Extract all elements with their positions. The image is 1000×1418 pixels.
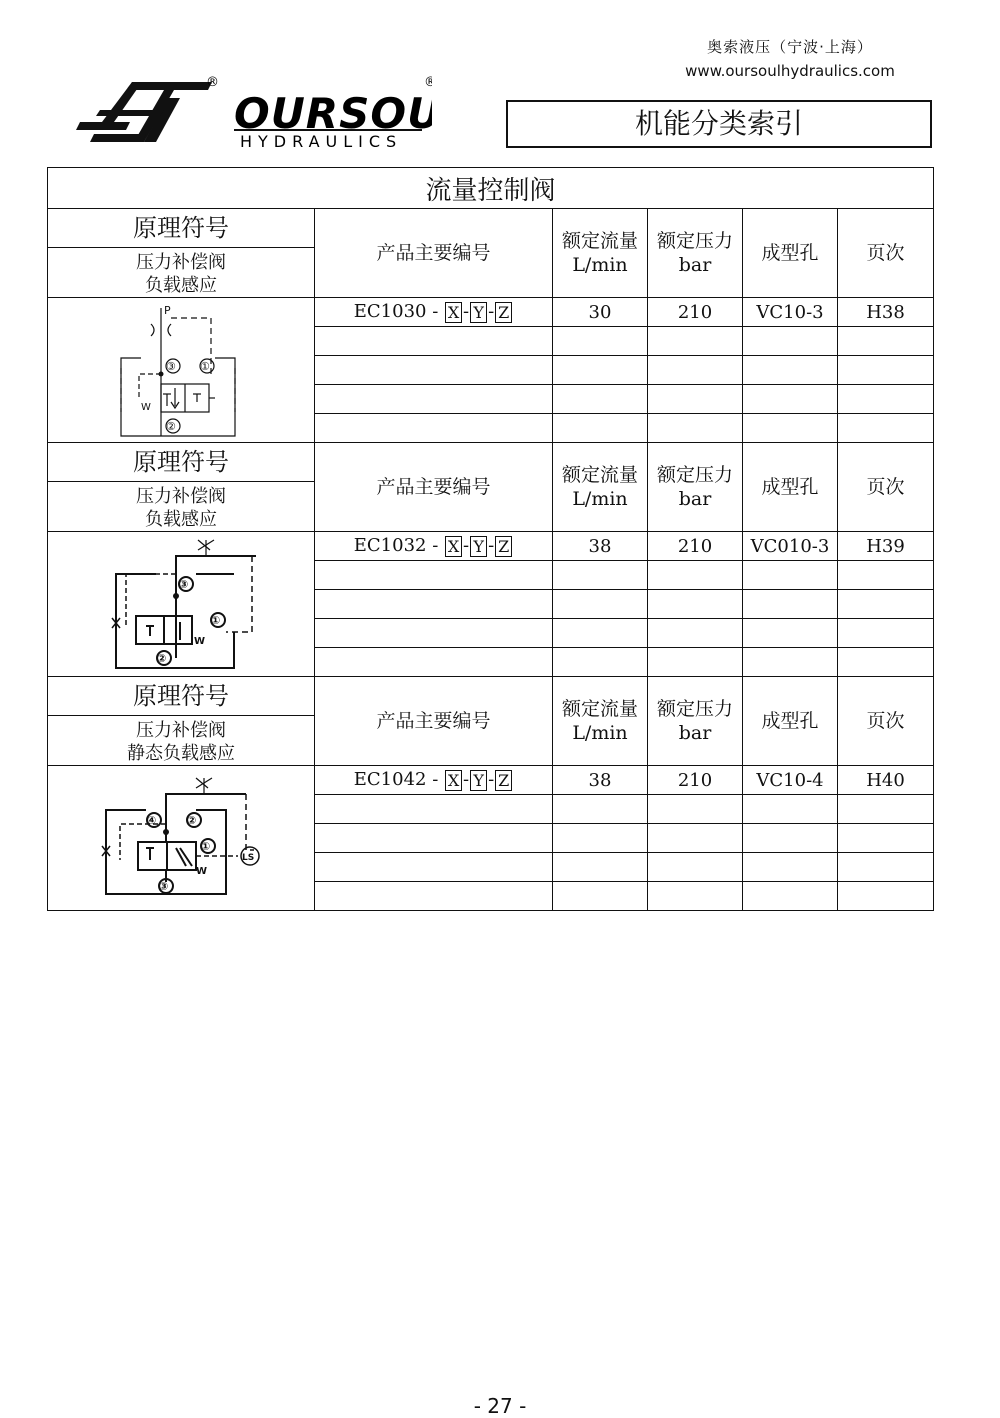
- option-y: Y: [470, 536, 487, 557]
- index-title: 机能分类索引: [506, 100, 932, 148]
- page-value: H38: [838, 298, 934, 327]
- logo-subtitle: HYDRAULICS: [240, 132, 403, 151]
- pressure-label: 额定压力: [656, 230, 733, 252]
- table-row: [48, 766, 934, 795]
- pressure-label: 额定压力: [656, 698, 733, 720]
- model-header: 产品主要编号: [315, 677, 553, 766]
- symbol-port-2: ②: [187, 814, 197, 827]
- flow-value: 30: [553, 298, 648, 327]
- logo-registered-2: ®: [424, 75, 432, 90]
- flow-header: [553, 677, 648, 766]
- cavity-value: VC10-4: [743, 766, 838, 795]
- model-code-ec1032: EC1032 - X - Y - Z: [315, 532, 553, 561]
- option-y: Y: [470, 302, 487, 323]
- table-row: [48, 532, 934, 561]
- page-value: H40: [838, 766, 934, 795]
- symbol-port-3: ③: [166, 360, 176, 373]
- valve-description-2: 负载感应: [145, 509, 217, 530]
- symbol-port-4: ④: [147, 814, 157, 827]
- model-code-ec1042: EC1042 - X - Y - Z: [315, 766, 553, 795]
- pressure-value: 210: [648, 766, 743, 795]
- symbol-spring-w: W: [194, 636, 206, 647]
- company-website: www.oursoulhydraulics.com: [685, 62, 895, 80]
- logo-brand: OURSO: [234, 89, 408, 138]
- valve-description-2: 静态负载感应: [127, 743, 235, 764]
- model-prefix: EC1042 -: [353, 769, 439, 791]
- pressure-label: 额定压力: [656, 464, 733, 486]
- pressure-value: 210: [648, 532, 743, 561]
- flow-header: [553, 443, 648, 532]
- pressure-header: [648, 443, 743, 532]
- symbol-port-ls: LS: [242, 853, 255, 863]
- pressure-unit: bar: [678, 254, 712, 276]
- symbol-spring-w: W: [196, 866, 208, 877]
- page-header: 页次: [838, 209, 934, 298]
- page-number: - 27 -: [473, 1394, 527, 1418]
- pressure-header: [648, 677, 743, 766]
- cavity-header: 成型孔: [743, 677, 838, 766]
- valve-description-1: 压力补偿阀: [136, 486, 226, 507]
- flow-unit: L/min: [572, 722, 628, 744]
- page-header: 页次: [838, 677, 934, 766]
- hydraulic-symbol-ec1032: [48, 532, 315, 677]
- pressure-value: 210: [648, 298, 743, 327]
- symbol-heading: 原理符号: [48, 209, 314, 248]
- pressure-unit: bar: [678, 722, 712, 744]
- symbol-port-1: ①: [211, 614, 221, 627]
- flow-unit: L/min: [572, 254, 628, 276]
- page-value: H39: [838, 532, 934, 561]
- company-name: 奥索液压（宁波·上海）: [707, 38, 873, 56]
- hydraulic-symbol-ec1042: [48, 766, 315, 911]
- cavity-value: VC010-3: [743, 532, 838, 561]
- symbol-port-p: P: [164, 304, 171, 317]
- valve-description-2: 负载感应: [145, 275, 217, 296]
- model-prefix: EC1032 -: [353, 535, 439, 557]
- valve-description-1: 压力补偿阀: [136, 252, 226, 273]
- symbol-header-cell: [48, 443, 315, 532]
- symbol-header-cell: [48, 677, 315, 766]
- page-header: 页次: [838, 443, 934, 532]
- symbol-spring-w: W: [141, 402, 151, 413]
- symbol-port-3: ③: [179, 578, 189, 591]
- flow-header: [553, 209, 648, 298]
- symbol-port-1: ①: [201, 840, 211, 853]
- symbol-header-cell: [48, 209, 315, 298]
- flow-value: 38: [553, 532, 648, 561]
- valve-description-1: 压力补偿阀: [136, 720, 226, 741]
- option-x: X: [445, 536, 462, 557]
- flow-label: 额定流量: [561, 464, 638, 486]
- pressure-unit: bar: [678, 488, 712, 510]
- flow-unit: L/min: [572, 488, 628, 510]
- cavity-value: VC10-3: [743, 298, 838, 327]
- logo-registered-1: ®: [206, 75, 219, 90]
- symbol-heading: 原理符号: [48, 443, 314, 482]
- flow-label: 额定流量: [561, 698, 638, 720]
- cavity-header: 成型孔: [743, 443, 838, 532]
- flow-label: 额定流量: [561, 230, 638, 252]
- model-code-ec1030: EC1030 - X - Y - Z: [315, 298, 553, 327]
- model-prefix: EC1030 -: [353, 301, 439, 323]
- symbol-port-2: ②: [166, 420, 176, 433]
- option-y: Y: [470, 770, 487, 791]
- symbol-heading: 原理符号: [48, 677, 314, 716]
- option-z: Z: [495, 302, 512, 323]
- symbol-port-3: ③: [159, 880, 169, 893]
- option-x: X: [445, 302, 462, 323]
- oursoul-logo: [72, 70, 432, 156]
- model-header: 产品主要编号: [315, 209, 553, 298]
- symbol-port-1: ①: [200, 360, 210, 373]
- model-header: 产品主要编号: [315, 443, 553, 532]
- table-row: [48, 298, 934, 327]
- category-title: 流量控制阀: [48, 168, 934, 209]
- pressure-header: [648, 209, 743, 298]
- symbol-port-2: ②: [157, 652, 167, 665]
- option-z: Z: [495, 536, 512, 557]
- hydraulic-symbol-ec1030: [48, 298, 315, 443]
- option-x: X: [445, 770, 462, 791]
- option-z: Z: [495, 770, 512, 791]
- flow-value: 38: [553, 766, 648, 795]
- flow-control-valve-table: [47, 167, 934, 911]
- cavity-header: 成型孔: [743, 209, 838, 298]
- logo-mark-icon: [76, 82, 212, 142]
